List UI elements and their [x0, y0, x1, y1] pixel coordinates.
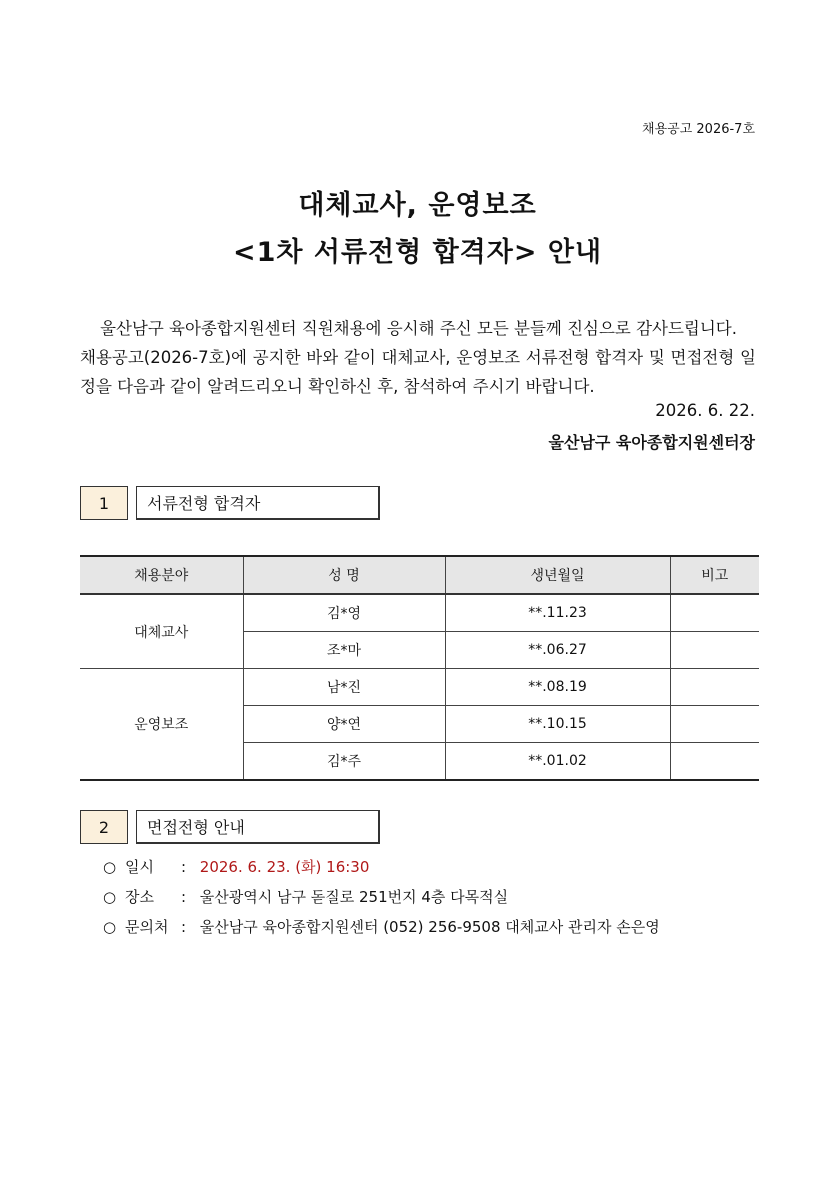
passers-table: [80, 555, 759, 781]
notice-number: 채용공고 2026-7호: [642, 122, 755, 137]
section-label: 서류전형 합격자: [136, 486, 380, 520]
bullet-circle-icon: ○: [103, 858, 117, 876]
name-cell: 양*연: [243, 706, 445, 743]
section-label: 면접전형 안내: [136, 810, 380, 844]
intro-line-2: 채용공고(2026-7호)에 공지한 바와 같이 대체교사, 운영보조 서류전형 합격자 및 면접전형 일정을 다음과 같이 알려드리오니 확인하신 후, 참석하여 주시기 바랍니다.: [80, 348, 756, 396]
section-number: 2: [80, 810, 128, 844]
note-cell: [670, 743, 759, 781]
interview-location: ○ 장소 : 울산광역시 남구 돋질로 251번지 4층 다목적실: [103, 888, 509, 906]
intro-paragraph: [80, 314, 756, 401]
name-cell: 남*진: [243, 669, 445, 706]
page-title: 대체교사, 운영보조: [298, 190, 537, 221]
table-row: [80, 669, 759, 706]
note-cell: [670, 706, 759, 743]
intro-line-1: 울산남구 육아종합지원센터 직원채용에 응시해 주신 모든 분들께 진심으로 감사드립니다.: [100, 319, 737, 338]
header-note: 비고: [670, 556, 759, 594]
name-cell: 김*영: [243, 594, 445, 632]
field-cell: 운영보조: [80, 669, 243, 781]
info-label: 장소: [125, 888, 154, 906]
note-cell: [670, 632, 759, 669]
birth-cell: **.11.23: [445, 594, 670, 632]
info-value: 울산광역시 남구 돋질로 251번지 4층 다목적실: [199, 888, 509, 906]
info-label: 일시: [125, 858, 154, 876]
bullet-circle-icon: ○: [103, 888, 117, 906]
name-cell: 조*마: [243, 632, 445, 669]
info-value: 2026. 6. 23. (화) 16:30: [199, 858, 370, 876]
info-value: 울산남구 육아종합지원센터 (052) 256-9508 대체교사 관리자 손은영: [199, 918, 660, 936]
bullet-circle-icon: ○: [103, 918, 117, 936]
note-cell: [670, 594, 759, 632]
birth-cell: **.08.19: [445, 669, 670, 706]
table-header-row: [80, 556, 759, 594]
header-birth: 생년월일: [445, 556, 670, 594]
info-label: 문의처: [125, 918, 169, 936]
page-subtitle: <1차 서류전형 합격자> 안내: [232, 237, 603, 268]
notice-date: 2026. 6. 22.: [655, 401, 755, 420]
name-cell: 김*주: [243, 743, 445, 781]
birth-cell: **.10.15: [445, 706, 670, 743]
signer: 울산남구 육아종합지원센터장: [548, 433, 755, 452]
interview-datetime: ○ 일시 : 2026. 6. 23. (화) 16:30: [103, 858, 370, 876]
header-name: 성 명: [243, 556, 445, 594]
field-cell: 대체교사: [80, 594, 243, 669]
table-row: [80, 594, 759, 632]
header-field: 채용분야: [80, 556, 243, 594]
section-number: 1: [80, 486, 128, 520]
birth-cell: **.06.27: [445, 632, 670, 669]
birth-cell: **.01.02: [445, 743, 670, 781]
note-cell: [670, 669, 759, 706]
interview-contact: ○ 문의처 : 울산남구 육아종합지원센터 (052) 256-9508 대체교사 관리자 손은영: [103, 918, 660, 936]
